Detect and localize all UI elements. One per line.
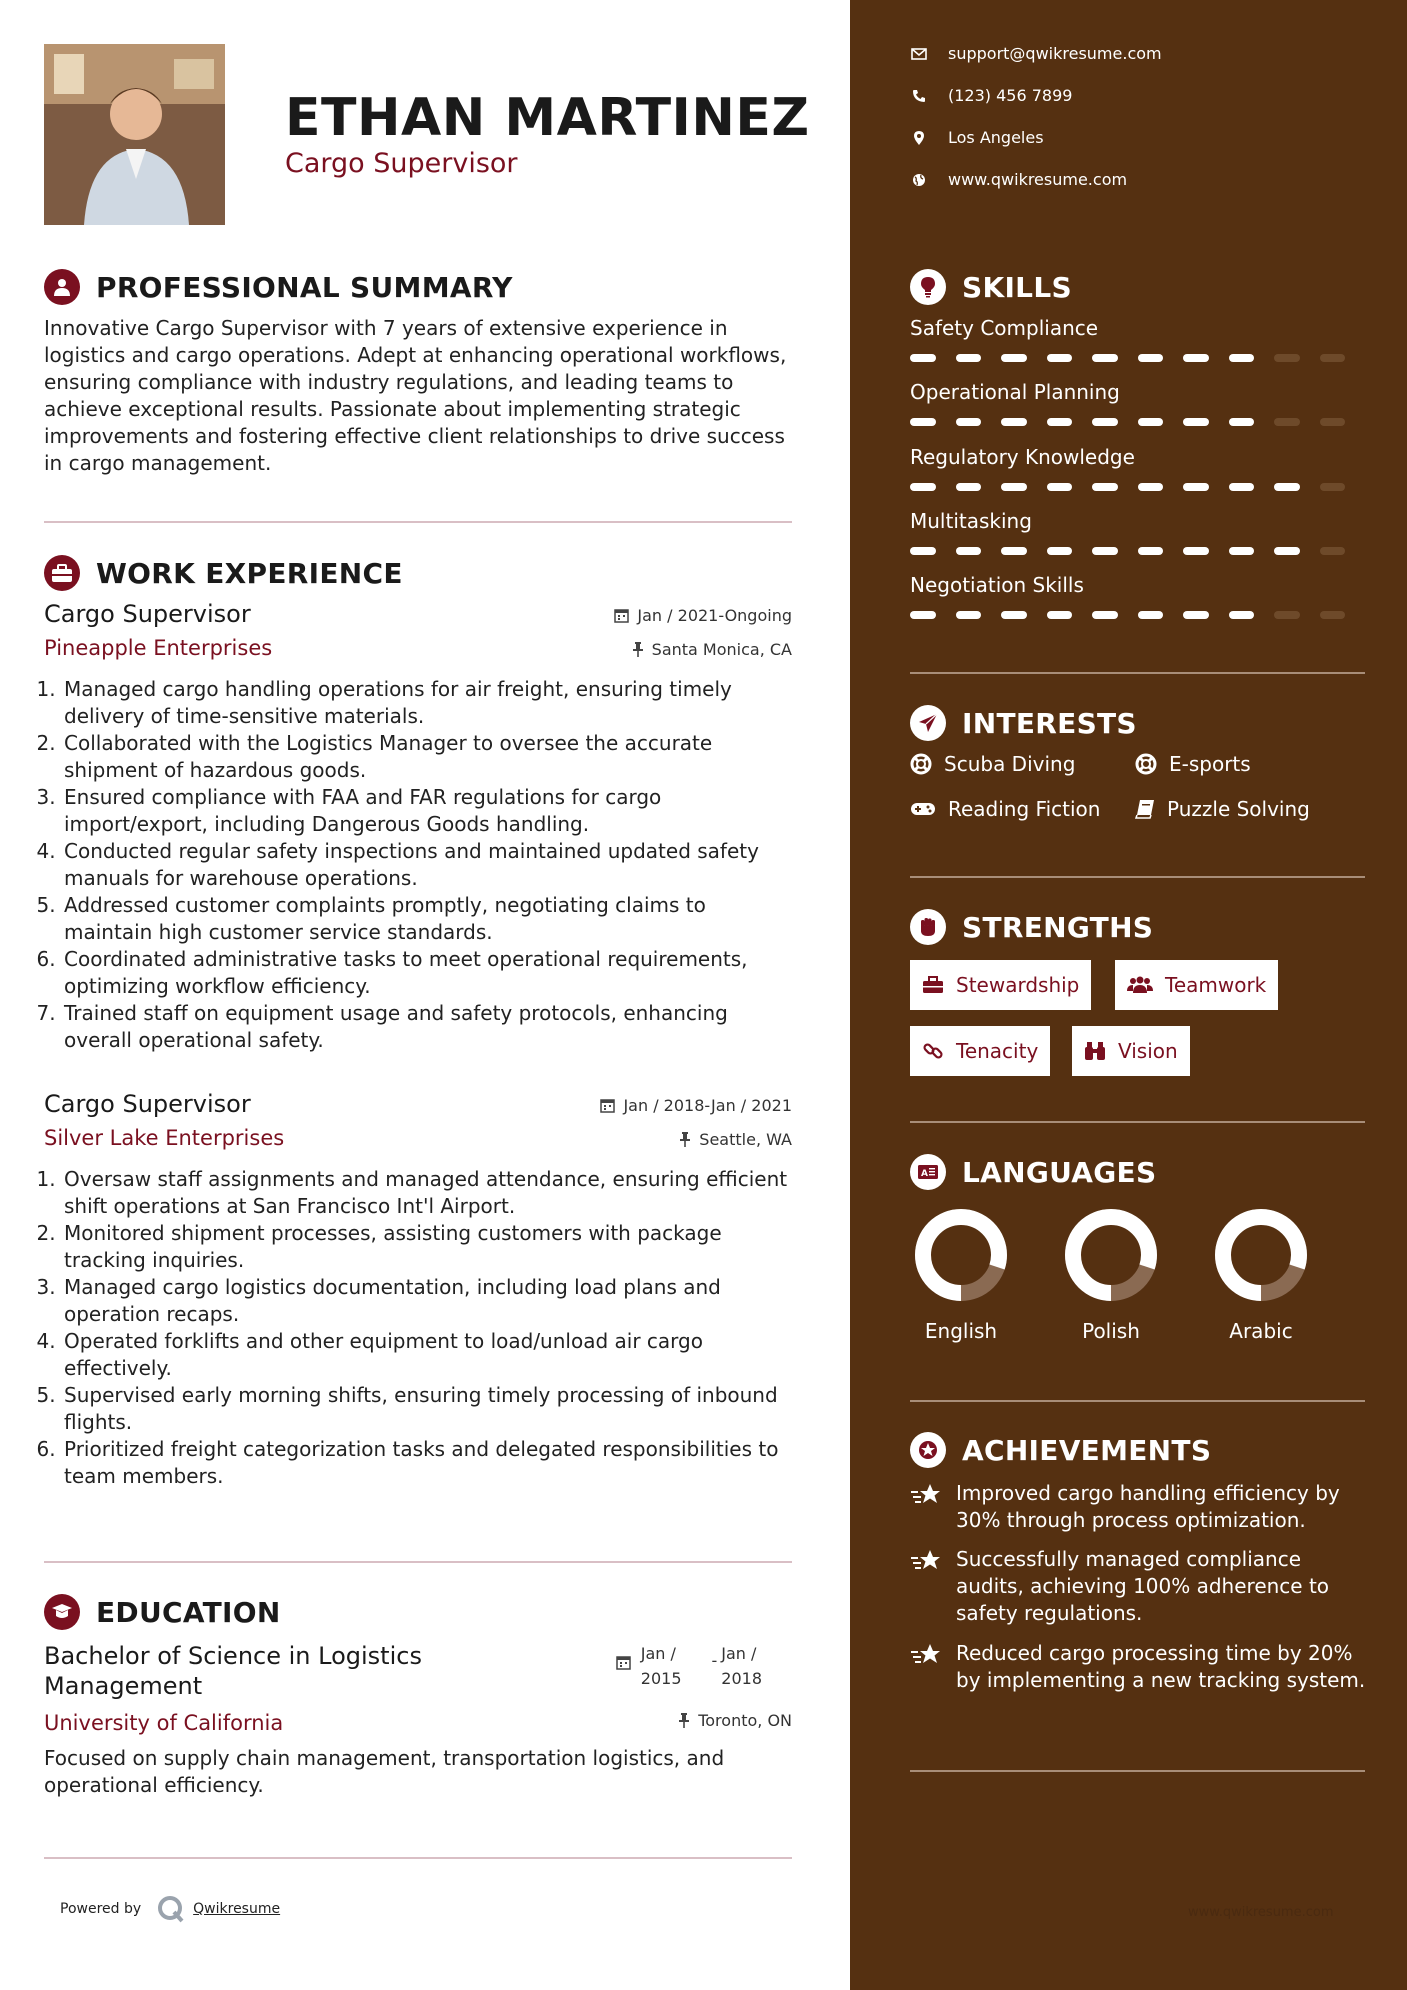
job-dates: Jan / 2021-Ongoing — [614, 606, 792, 625]
shooting-star-icon — [910, 1642, 944, 1694]
achievements-heading: ACHIEVEMENTS — [962, 1433, 1212, 1467]
lifebuoy-icon — [910, 753, 932, 775]
calendar-icon — [616, 1655, 631, 1670]
briefcase-icon — [922, 976, 944, 994]
skill-rating — [910, 547, 1365, 555]
rating-dash-filled — [1229, 611, 1255, 619]
education-entry — [44, 1641, 792, 1799]
sidebar — [850, 0, 1407, 1990]
job-location: Santa Monica, CA — [632, 640, 792, 659]
list-item: 3. Ensured compliance with FAA and FAR regulations for cargo import/export, including Dangerous Goods handling. — [62, 784, 792, 838]
rating-dash-filled — [1001, 611, 1027, 619]
skill-item: Safety Compliance — [910, 316, 1365, 362]
rating-dash-filled — [956, 483, 982, 491]
list-item: 1. Oversaw staff assignments and managed attendance, ensuring efficient shift operations at San Francisco Int'l Airport. — [62, 1166, 792, 1220]
strengths-section — [910, 907, 1365, 947]
gamepad-icon — [910, 801, 936, 817]
list-item: 7. Trained staff on equipment usage and safety protocols, enhancing overall operational safety. — [62, 1000, 792, 1054]
phone-icon — [910, 89, 928, 103]
rating-dash-filled — [1092, 611, 1118, 619]
divider — [44, 1561, 792, 1563]
lightbulb-icon — [910, 269, 946, 305]
map-marker-icon — [910, 131, 928, 145]
achievement-item: Improved cargo handling efficiency by 30% through process optimization. — [910, 1480, 1370, 1534]
list-item: 5. Supervised early morning shifts, ensuring timely processing of inbound flights. — [62, 1382, 792, 1436]
rating-dash-filled — [1138, 547, 1164, 555]
achievements-section — [910, 1430, 1365, 1470]
language-ring — [1061, 1205, 1161, 1305]
calendar-icon — [614, 608, 629, 623]
rating-dash-filled — [1274, 483, 1300, 491]
education-section — [44, 1592, 792, 1632]
skill-item: Multitasking — [910, 509, 1365, 555]
education-description: Focused on supply chain management, transportation logistics, and operational efficiency. — [44, 1746, 725, 1797]
rating-dash-filled — [910, 611, 936, 619]
rating-dash-filled — [910, 354, 936, 362]
watermark: www.qwikresume.com — [1188, 1905, 1334, 1920]
users-icon — [1127, 976, 1153, 994]
list-item: 4. Conducted regular safety inspections and maintained updated safety manuals for warehouse operations. — [62, 838, 792, 892]
qwikresume-link[interactable]: Qwikresume — [193, 1901, 281, 1917]
achievement-item: Successfully managed compliance audits, achieving 100% adherence to safety regulations. — [910, 1546, 1370, 1627]
strength-chip: Stewardship — [910, 960, 1091, 1010]
skill-item: Operational Planning — [910, 380, 1365, 426]
job-role: Cargo Supervisor — [44, 600, 251, 628]
interests-section — [910, 703, 1365, 743]
qwikresume-logo-icon — [157, 1895, 185, 1923]
job-entry — [44, 1090, 792, 1490]
rating-dash-filled — [1183, 418, 1209, 426]
languages-section — [910, 1152, 1365, 1192]
skill-item: Negotiation Skills — [910, 573, 1365, 619]
skill-rating — [910, 418, 1365, 426]
skill-item: Regulatory Knowledge — [910, 445, 1365, 491]
job-role: Cargo Supervisor — [44, 1090, 251, 1118]
school: University of California — [44, 1711, 284, 1735]
divider — [44, 1857, 792, 1859]
paper-plane-icon — [910, 705, 946, 741]
job-duties — [44, 676, 792, 1054]
rating-dash-filled — [1229, 354, 1255, 362]
contact-phone[interactable]: (123) 456 7899 — [910, 86, 1072, 105]
rating-dash-filled — [1274, 547, 1300, 555]
divider — [910, 1121, 1365, 1123]
rating-dash-filled — [1138, 418, 1164, 426]
rating-dash-empty — [1274, 418, 1300, 426]
divider — [910, 1770, 1365, 1772]
pin-icon — [678, 1713, 690, 1728]
user-icon — [44, 269, 80, 305]
language-icon — [910, 1154, 946, 1190]
rating-dash-filled — [1047, 354, 1073, 362]
rating-dash-empty — [1320, 547, 1346, 555]
rating-dash-filled — [956, 354, 982, 362]
summary-text: Innovative Cargo Supervisor with 7 years of extensive experience in logistics and cargo operations. Adept at enhancing operational workflows, ensuring compliance with industry regulations, and leading teams to achieve exceptional results. Passionate about implementing strategic improvements and fostering effective client relationships to drive success in cargo management. — [44, 316, 787, 475]
language-ring — [1211, 1205, 1311, 1305]
interest-item: Reading Fiction — [910, 797, 1100, 821]
achievement-item: Reduced cargo processing time by 20% by implementing a new tracking system. — [910, 1640, 1370, 1694]
experience-section — [44, 553, 792, 593]
rating-dash-filled — [1092, 483, 1118, 491]
list-item: 6. Coordinated administrative tasks to meet operational requirements, optimizing workflow efficiency. — [62, 946, 792, 1000]
job-dates: Jan / 2018-Jan / 2021 — [600, 1096, 792, 1115]
rating-dash-empty — [1320, 483, 1346, 491]
list-item: 3. Managed cargo logistics documentation, including load plans and operation recaps. — [62, 1274, 792, 1328]
footer: Powered by Qwikresume — [60, 1895, 280, 1923]
language-item: Arabic — [1196, 1205, 1326, 1343]
language-item: English — [896, 1205, 1026, 1343]
rating-dash-filled — [1047, 418, 1073, 426]
contact-website[interactable]: www.qwikresume.com — [910, 170, 1127, 189]
book-icon — [1135, 799, 1155, 819]
rating-dash-filled — [1047, 547, 1073, 555]
job-entry — [44, 600, 792, 1054]
graduation-icon — [44, 1594, 80, 1630]
skill-rating — [910, 611, 1365, 619]
skills-heading: SKILLS — [962, 270, 1072, 304]
rating-dash-filled — [1092, 418, 1118, 426]
rating-dash-empty — [1274, 611, 1300, 619]
skills-section — [910, 267, 1365, 307]
profile-photo — [44, 44, 225, 225]
shooting-star-icon — [910, 1548, 944, 1627]
job-location: Seattle, WA — [679, 1130, 792, 1149]
rating-dash-filled — [1183, 354, 1209, 362]
list-item: 5. Addressed customer complaints promptly, negotiating claims to maintain high customer service standards. — [62, 892, 792, 946]
rating-dash-filled — [1183, 547, 1209, 555]
rating-dash-filled — [910, 418, 936, 426]
skill-rating — [910, 354, 1365, 362]
interest-item: E-sports — [1135, 752, 1251, 776]
rating-dash-filled — [1138, 611, 1164, 619]
rating-dash-filled — [910, 483, 936, 491]
svg-text:A: A — [921, 1169, 928, 1179]
rating-dash-empty — [1320, 354, 1346, 362]
rating-dash-filled — [1001, 483, 1027, 491]
contact-email[interactable]: support@qwikresume.com — [910, 44, 1162, 63]
list-item: 2. Monitored shipment processes, assisting customers with package tracking inquiries. — [62, 1220, 792, 1274]
rating-dash-filled — [1229, 483, 1255, 491]
envelope-icon — [910, 48, 928, 60]
lifebuoy-icon — [1135, 753, 1157, 775]
pin-icon — [679, 1132, 691, 1147]
language-ring — [911, 1205, 1011, 1305]
link-icon — [922, 1040, 944, 1062]
education-dates: Jan / 2015 - Jan / 2018 — [616, 1641, 762, 1691]
list-item: 2. Collaborated with the Logistics Manager to oversee the accurate shipment of hazardous goods. — [62, 730, 792, 784]
rating-dash-filled — [1047, 611, 1073, 619]
job-duties — [44, 1166, 792, 1490]
languages-heading: LANGUAGES — [962, 1155, 1157, 1189]
shooting-star-icon — [910, 1482, 944, 1534]
pin-icon — [632, 642, 644, 657]
rating-dash-filled — [1092, 354, 1118, 362]
rating-dash-empty — [1320, 418, 1346, 426]
job-company: Silver Lake Enterprises — [44, 1126, 285, 1150]
job-company: Pineapple Enterprises — [44, 636, 273, 660]
rating-dash-filled — [1138, 483, 1164, 491]
binoculars-icon — [1084, 1041, 1106, 1061]
rating-dash-filled — [956, 547, 982, 555]
rating-dash-filled — [1092, 547, 1118, 555]
rating-dash-filled — [1138, 354, 1164, 362]
rating-dash-filled — [1001, 418, 1027, 426]
rating-dash-filled — [956, 611, 982, 619]
list-item: 4. Operated forklifts and other equipment to load/unload air cargo effectively. — [62, 1328, 792, 1382]
education-heading: EDUCATION — [96, 1595, 281, 1629]
divider — [910, 876, 1365, 878]
rating-dash-filled — [910, 547, 936, 555]
strength-chip: Tenacity — [910, 1026, 1050, 1076]
experience-heading: WORK EXPERIENCE — [96, 556, 403, 590]
rating-dash-filled — [1229, 418, 1255, 426]
rating-dash-filled — [1001, 547, 1027, 555]
divider — [44, 521, 792, 523]
fist-icon — [910, 909, 946, 945]
interest-item: Puzzle Solving — [1135, 797, 1310, 821]
interests-heading: INTERESTS — [962, 706, 1137, 740]
language-item: Polish — [1046, 1205, 1176, 1343]
strength-chip: Vision — [1072, 1026, 1190, 1076]
strengths-heading: STRENGTHS — [962, 910, 1154, 944]
education-location: Toronto, ON — [678, 1711, 792, 1730]
degree: Bachelor of Science in Logistics Management — [44, 1642, 422, 1700]
rating-dash-filled — [1047, 483, 1073, 491]
calendar-icon — [600, 1098, 615, 1113]
candidate-title: Cargo Supervisor — [285, 148, 518, 179]
list-item: 1. Managed cargo handling operations for air freight, ensuring timely delivery of time-sensitive materials. — [62, 676, 792, 730]
briefcase-icon — [44, 555, 80, 591]
rating-dash-empty — [1274, 354, 1300, 362]
list-item: 6. Prioritized freight categorization tasks and delegated responsibilities to team members. — [62, 1436, 792, 1490]
rating-dash-filled — [1001, 354, 1027, 362]
globe-icon — [910, 173, 928, 187]
strength-chip: Teamwork — [1115, 960, 1278, 1010]
summary-section — [44, 267, 792, 477]
medal-star-icon — [910, 1432, 946, 1468]
divider — [910, 1400, 1365, 1402]
rating-dash-filled — [1183, 483, 1209, 491]
rating-dash-empty — [1320, 611, 1346, 619]
divider — [910, 672, 1365, 674]
summary-heading: PROFESSIONAL SUMMARY — [96, 270, 513, 304]
interest-item: Scuba Diving — [910, 752, 1075, 776]
rating-dash-filled — [956, 418, 982, 426]
rating-dash-filled — [1229, 547, 1255, 555]
rating-dash-filled — [1183, 611, 1209, 619]
contact-location: Los Angeles — [910, 128, 1044, 147]
skill-rating — [910, 483, 1365, 491]
candidate-name: ETHAN MARTINEZ — [285, 88, 810, 148]
